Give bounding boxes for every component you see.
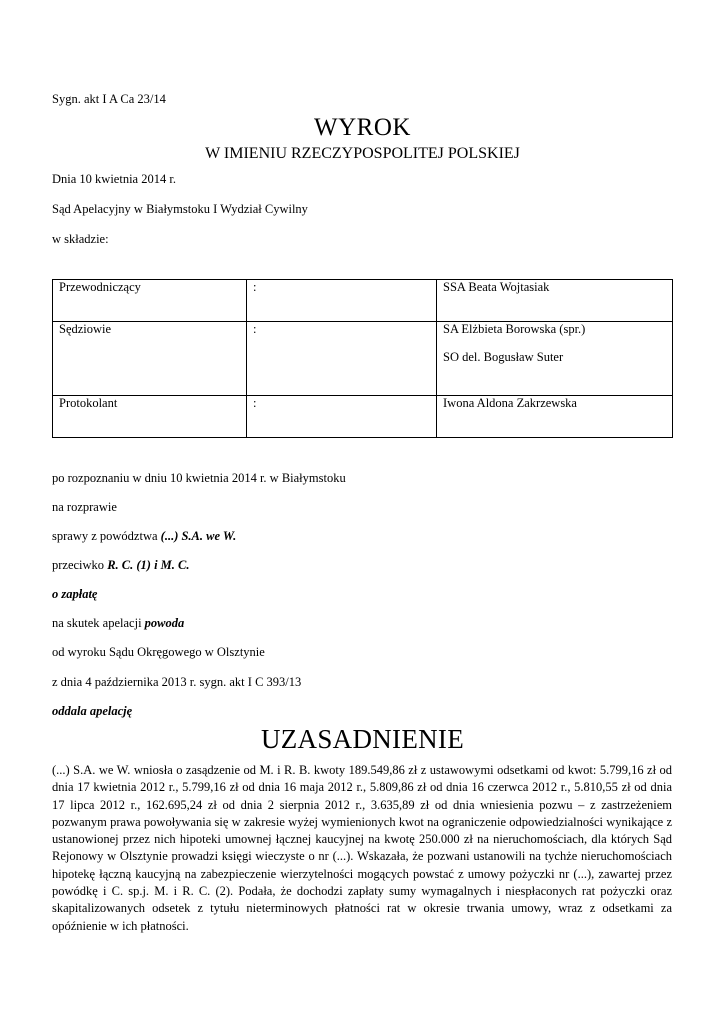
document-title: WYROK — [314, 114, 411, 141]
lower-court-judgment: od wyroku Sądu Okręgowego w Olsztynie — [52, 645, 265, 659]
case-prefix: sprawy z powództwa — [52, 529, 158, 543]
ruling: oddala apelację — [52, 704, 133, 718]
court-composition-table — [52, 279, 673, 438]
document-subtitle: W IMIENIU RZECZYPOSPOLITEJ POLSKIEJ — [205, 145, 520, 162]
role-cell: Przewodniczący — [53, 280, 247, 322]
appeal-line — [52, 616, 184, 631]
appeal-prefix: na skutek apelacji — [52, 616, 142, 630]
table-row — [53, 280, 673, 322]
against-prefix: przeciwko — [52, 558, 105, 572]
table-row — [53, 396, 673, 438]
justification-paragraph: (...) S.A. we W. wniosła o zasądzenie od M. i R. B. kwoty 189.549,86 zł z ustawowymi odsetkami od kwot: 5.799,16 zł od dnia 17 kwietnia 2012 r., 5.799,16 zł od dnia 16 maja 2012 r., 5.809,86 zł od dnia 16 czerwca 2012 r., 5.810,55 zł od dnia 17 lipca 2012 r., 162.695,24 zł od dnia 2 sierpnia 2012 r., 3.635,89 zł od dnia wniesienia pozwu – z zastrzeżeniem pozwanym prawa powoływania się w zakresie wyżej wymienionych kwot na ograniczenie odpowiedzialności wynikające z ustanowionej przez nich hipoteki umownej łącznej kaucyjnej na kwotę 250.000 zł na nieruchomościach, dla których Sąd Rejonowy w Olsztynie prowadzi księgi wieczyste o nr (...). Wskazała, że pozwani ustanowili na tychże nieruchomościach hipotekę łączną kaucyjną na zabezpieczenie wierzytelności mogących powstać z umowy pożyczki nr (...), zawartej przez powódkę i C. sp.j. M. i R. C. (2). Podała, że dochodzi zapłaty sumy wymagalnych i niespłaconych rat pożyczki oraz skapitalizowanych odsetek z tytułu nieterminowych płatności rat w okresie trwania umowy, wraz z odsetkami za opóźnienie w ich płatności. — [52, 763, 672, 933]
case-subject: o zapłatę — [52, 587, 98, 601]
separator-cell: : — [247, 396, 437, 438]
member-name: Iwona Aldona Zakrzewska — [443, 396, 577, 410]
role-cell: Protokolant — [53, 396, 247, 438]
justification-heading: UZASADNIENIE — [260, 724, 465, 754]
lower-court-date: z dnia 4 października 2013 r. sygn. akt I C 393/13 — [52, 675, 302, 689]
against-line — [52, 558, 190, 573]
case-line — [52, 529, 236, 544]
plaintiff-name: (...) S.A. we W. — [160, 529, 237, 543]
separator-cell: : — [247, 322, 437, 396]
name-cell — [437, 396, 673, 438]
name-cell — [437, 280, 673, 322]
role-cell: Sędziowie — [53, 322, 247, 396]
member-name: SA Elżbieta Borowska (spr.) — [443, 322, 586, 336]
name-cell — [437, 322, 673, 396]
table-row — [53, 322, 673, 396]
appellant-name: powoda — [144, 616, 185, 630]
court-name: Sąd Apelacyjny w Białymstoku I Wydział Cywilny — [52, 202, 308, 216]
member-name: SSA Beata Wojtasiak — [443, 280, 550, 294]
judgment-date: Dnia 10 kwietnia 2014 r. — [52, 172, 176, 186]
defendants-name: R. C. (1) i M. C. — [107, 558, 190, 572]
case-signature: Sygn. akt I A Ca 23/14 — [52, 92, 166, 106]
composition-label: w składzie: — [52, 232, 109, 246]
session-line: na rozprawie — [52, 500, 117, 514]
hearing-line: po rozpoznaniu w dniu 10 kwietnia 2014 r. w Białymstoku — [52, 471, 346, 485]
separator-cell: : — [247, 280, 437, 322]
member-name: SO del. Bogusław Suter — [443, 350, 564, 364]
